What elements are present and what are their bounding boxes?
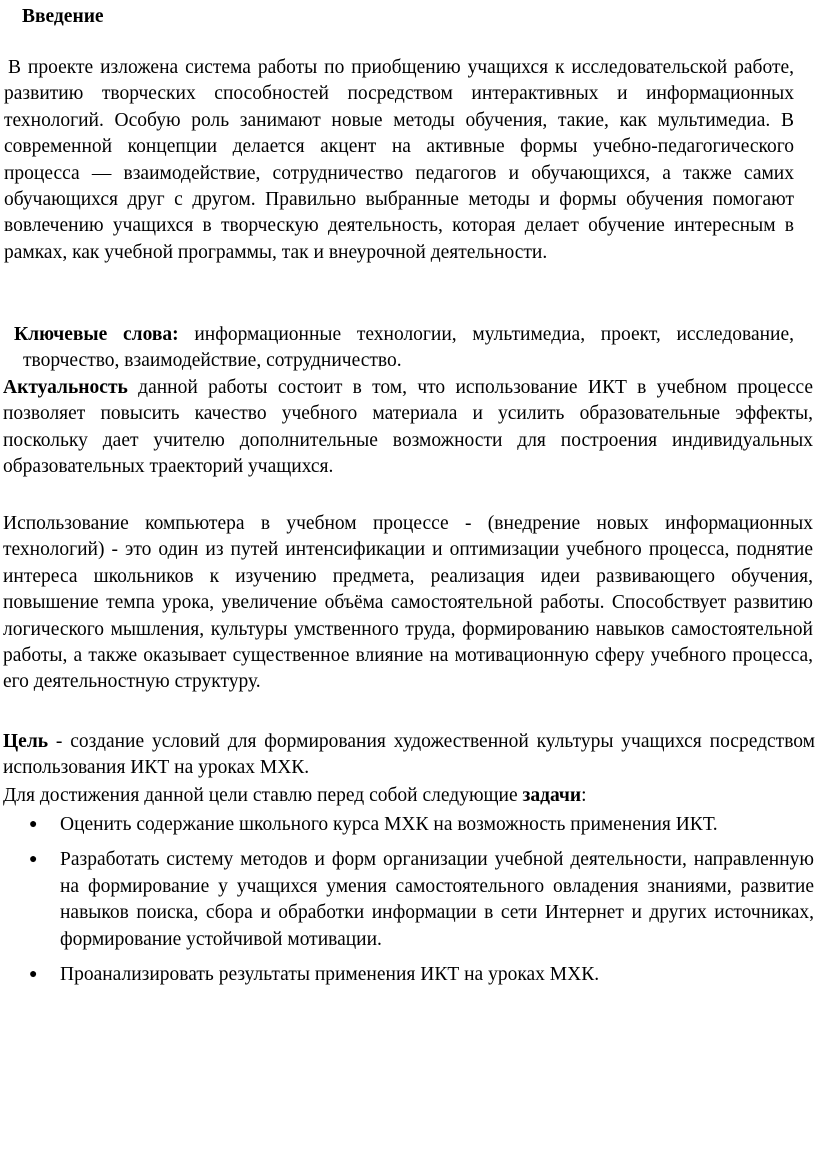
relevance-label: Актуальность xyxy=(3,377,128,398)
relevance-text: данной работы состоит в том, что использование ИКТ в учебном процессе позволяет повысить качество учебного материала и усилить образовательные эффекты, поскольку дает учителю дополнительные возможности для построения индивидуальных образовательных траекторий учащихся. xyxy=(3,377,813,478)
section-heading: Введение xyxy=(22,6,104,27)
goal-text: - создание условий для формирования художественной культуры учащихся посредством использования ИКТ на уроках МХК. xyxy=(3,731,815,779)
tasks-intro-text: Для достижения данной цели ставлю перед собой следующие xyxy=(3,785,523,806)
list-item xyxy=(0,962,814,988)
goal-label: Цель xyxy=(3,731,49,752)
list-item xyxy=(0,847,814,953)
relevance-paragraph xyxy=(3,375,813,481)
keywords-label: Ключевые слова: xyxy=(14,324,179,345)
keywords-text: информационные технологии, мультимедиа, проект, исследование, творчество, взаимодействие, сотрудничество. xyxy=(23,324,794,372)
intro-paragraph: В проекте изложена система работы по приобщению учащихся к исследовательской работе, развитию творческих способностей посредством интерактивных и информационных технологий. Особую роль занимают новые методы обучения, такие, как мультимедиа. В современной концепции делается акцент на активные формы учебно-педагогического процесса — взаимодействие, сотрудничество педагогов и обучающихся, а также самих обучающихся друг с другом. Правильно выбранные методы и формы обучения помогают вовлечению учащихся в творческую деятельность, которая делает обучение интересным в рамках, как учебной программы, так и внеурочной деятельности. xyxy=(4,57,794,263)
bullet-icon: ● xyxy=(29,852,38,868)
list-item xyxy=(0,812,814,838)
goal-paragraph xyxy=(3,729,815,782)
tasks-label: задачи xyxy=(522,785,582,806)
computer-usage-paragraph: Использование компьютера в учебном процессе - (внедрение новых информационных технологий) - это один из путей интенсификации и оптимизации учебного процесса, поднятие интереса школьников к изучению предмета, реализация идеи развивающего обучения, повышение темпа урока, увеличение объёма самостоятельной работы. Способствует развитию логического мышления, культуры умственного труда, формированию навыков самостоятельной работы, а также оказывает существенное влияние на мотивационную сферу учебного процесса, его деятельностную структуру. xyxy=(3,513,813,693)
task-text: Проанализировать результаты применения ИКТ на уроках МХК. xyxy=(60,964,600,986)
tasks-intro-suffix: : xyxy=(581,785,587,806)
task-text: Разработать систему методов и форм организации учебной деятельности, направленную на формирование у учащихся умения самостоятельного овладения знаниями, развитие навыков поиска, сбора и обработки информации в сети Интернет и других источниках, формирование устойчивой мотивации. xyxy=(60,849,814,950)
task-text: Оценить содержание школьного курса МХК на возможность применения ИКТ. xyxy=(60,814,718,835)
keywords-paragraph xyxy=(14,322,794,375)
tasks-intro-paragraph xyxy=(3,783,815,809)
bullet-icon: ● xyxy=(29,967,38,983)
bullet-icon: ● xyxy=(29,817,38,832)
tasks-list xyxy=(0,812,816,997)
